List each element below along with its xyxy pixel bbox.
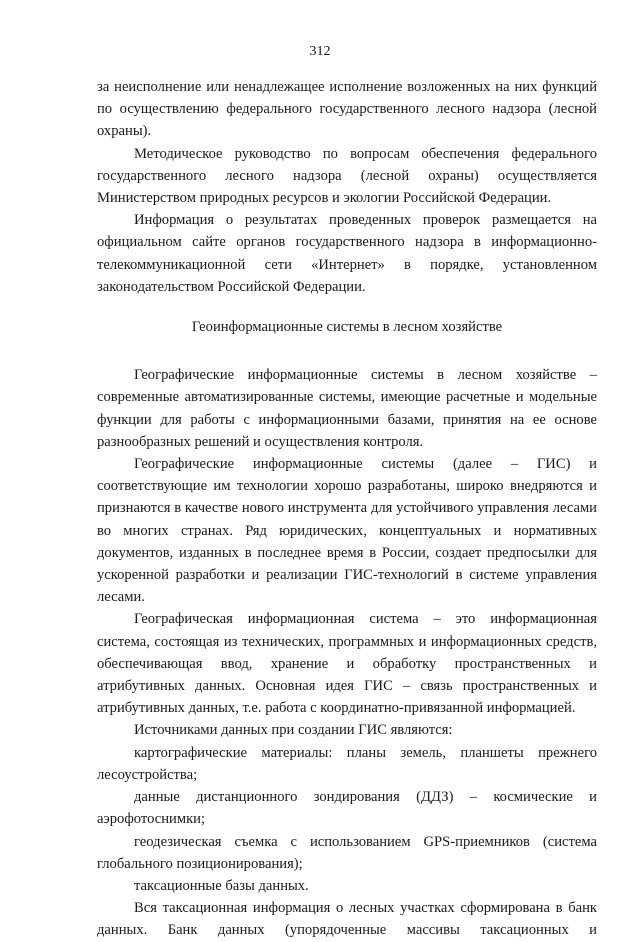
paragraph: за неисполнение или ненадлежащее исполнение возложенных на них функций по осуществлению федерального государственного лесного надзора (лесной охраны). (97, 79, 597, 140)
list-item: таксационные базы данных. (134, 877, 309, 894)
list-item: геодезическая съемка с использованием GPS-приемников (система глобального позиционирования); (97, 833, 597, 872)
section-heading: Геоинформационные системы в лесном хозяйстве (191, 319, 503, 336)
page-number: 312 (309, 44, 331, 59)
paragraph: Географические информационные системы (далее – ГИС) и соответствующие им технологии хорошо разработаны, широко внедряются и признаются в качестве нового инструмента для устойчивого управления лесами во многих странах. Ряд юридических, концептуальных и нормативных документов, изданных в последнее время в России, создает предпосылки для ускоренной разработки и реализации ГИС-технологий в системе управления лесами. (97, 456, 597, 606)
paragraph: Географическая информационная система – это информационная система, состоящая из технических, программных и информационных средств, обеспечивающая ввод, хранение и обработку пространственных и атрибутивных данных. Основная идея ГИС – связь пространственных и атрибутивных данных, т.е. работа с координатно-привязанной информацией. (97, 611, 597, 717)
paragraph: Методическое руководство по вопросам обеспечения федерального государственного лесного надзора (лесной охраны) осуществляется Министерством природных ресурсов и экологии Российской Федерации. (97, 145, 597, 207)
paragraph: Информация о результатах проведенных проверок размещается на официальном сайте органов государственного надзора в информационно-телекоммуникационной сети «Интернет» в порядке, установленном законодательством Российской Федерации. (97, 212, 597, 295)
list-item: картографические материалы: планы земель, планшеты прежнего лесоустройства; (97, 744, 597, 783)
paragraph: Источниками данных при создании ГИС являются: (134, 722, 453, 739)
document-body (97, 76, 597, 942)
paragraph: Географические информационные системы в лесном хозяйстве – современные автоматизированные системы, имеющие расчетные и модельные функции для работы с информационными базами, принятия на ее основе разнообразных решений и осуществления контроля. (97, 367, 597, 450)
list-item: данные дистанционного зондирования (ДДЗ) – космические и аэрофотоснимки; (97, 789, 597, 828)
paragraph: Вся таксационная информация о лесных участках сформирована в банк данных. Банк данных (упорядоченные массивы таксационных и (97, 900, 597, 939)
